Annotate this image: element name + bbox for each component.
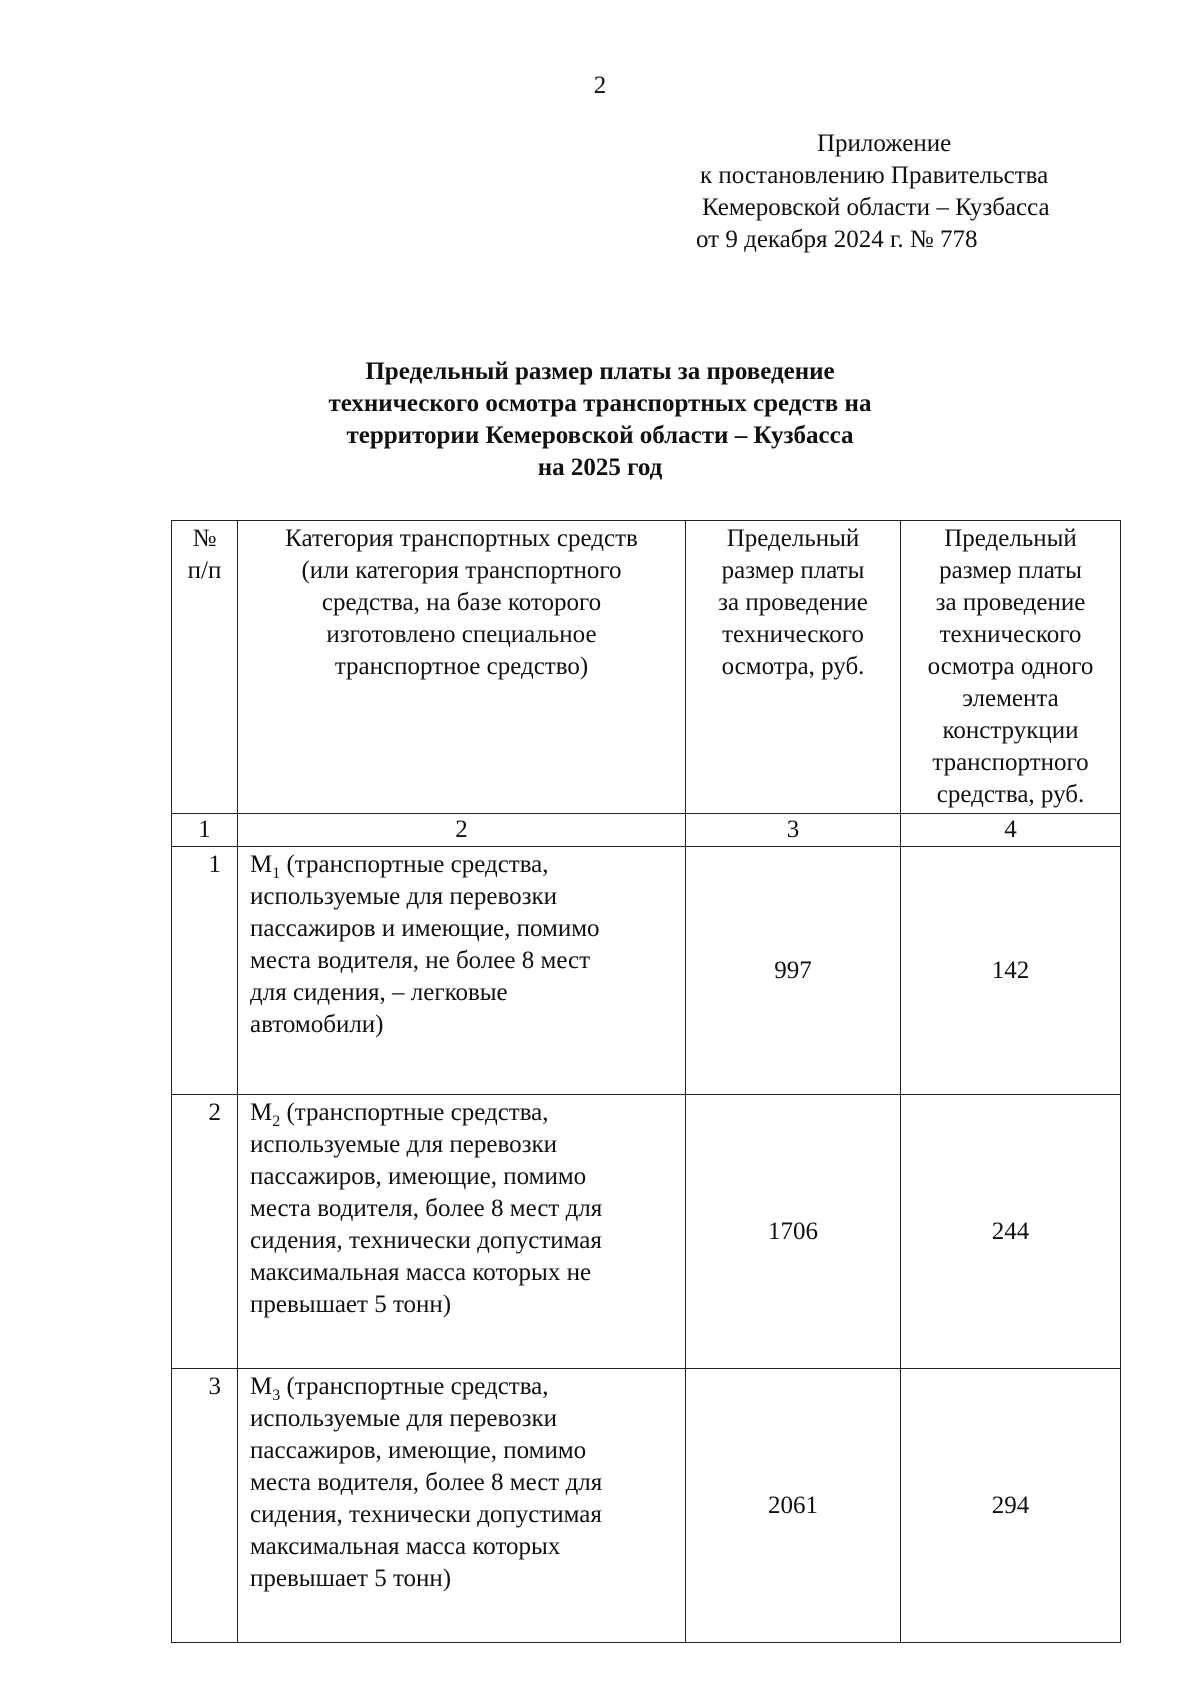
title-line: технического осмотра транспортных средств на bbox=[328, 390, 872, 417]
row-category: $M_1$ (транспортные средства, используемые для перевозки пассажиров и имеющие, помимо места водителя, не более 8 мест для сидения, – легковые автомобили) bbox=[238, 847, 686, 1095]
title-line: территории Кемеровской области – Кузбасса bbox=[346, 422, 854, 449]
table-row bbox=[172, 1095, 1121, 1369]
appendix-line: от 9 декабря 2024 г. № 778 bbox=[696, 226, 978, 253]
column-number: 1 bbox=[172, 814, 238, 847]
row-element-fee: 244 bbox=[901, 1095, 1121, 1369]
appendix-line: Приложение bbox=[817, 130, 952, 157]
row-fee: 997 bbox=[686, 847, 901, 1095]
category-code: M bbox=[250, 851, 273, 878]
header-fee: Предельный размер платы за проведение технического осмотра, руб. bbox=[686, 521, 901, 814]
column-number: 3 bbox=[686, 814, 901, 847]
appendix-line: к постановлению Правительства bbox=[700, 162, 1049, 189]
column-number: 4 bbox=[901, 814, 1121, 847]
row-fee: 2061 bbox=[686, 1369, 901, 1643]
appendix-block bbox=[690, 128, 1110, 256]
row-element-fee: 294 bbox=[901, 1369, 1121, 1643]
fee-table bbox=[171, 520, 1121, 1643]
row-category: $M_3$ (транспортные средства, используемые для перевозки пассажиров, имеющие, помимо места водителя, более 8 мест для сидения, технически допустимая максимальная масса которых превышает 5 тонн) bbox=[238, 1369, 686, 1643]
category-subscript: 2 bbox=[272, 1113, 281, 1130]
page-number: 2 bbox=[593, 72, 607, 99]
row-number: 3 bbox=[172, 1369, 238, 1643]
header-element-fee: Предельный размер платы за проведение технического осмотра одного элемента конструкции транспортного средства, руб. bbox=[901, 521, 1121, 814]
header-category: Категория транспортных средств (или категория транспортного средства, на базе которого изготовлено специальное транспортное средство) bbox=[238, 521, 686, 814]
row-fee: 1706 bbox=[686, 1095, 901, 1369]
category-code: M bbox=[250, 1099, 273, 1126]
title-line: Предельный размер платы за проведение bbox=[365, 358, 835, 385]
category-subscript: 3 bbox=[272, 1387, 281, 1404]
row-category: $M_2$ (транспортные средства, используемые для перевозки пассажиров, имеющие, помимо места водителя, более 8 мест для сидения, технически допустимая максимальная масса которых не превышает 5 тонн) bbox=[238, 1095, 686, 1369]
header-number: № п/п bbox=[172, 521, 238, 814]
row-number: 2 bbox=[172, 1095, 238, 1369]
title-line: на 2025 год bbox=[537, 454, 663, 481]
column-number-row bbox=[172, 814, 1121, 847]
row-number: 1 bbox=[172, 847, 238, 1095]
table-row bbox=[172, 847, 1121, 1095]
row-element-fee: 142 bbox=[901, 847, 1121, 1095]
appendix-line: Кемеровской области – Кузбасса bbox=[702, 194, 1050, 221]
column-number: 2 bbox=[238, 814, 686, 847]
table-row bbox=[172, 1369, 1121, 1643]
document-title bbox=[300, 356, 900, 484]
table-header-row bbox=[172, 521, 1121, 814]
category-subscript: 1 bbox=[272, 865, 281, 882]
category-code: M bbox=[250, 1373, 273, 1400]
